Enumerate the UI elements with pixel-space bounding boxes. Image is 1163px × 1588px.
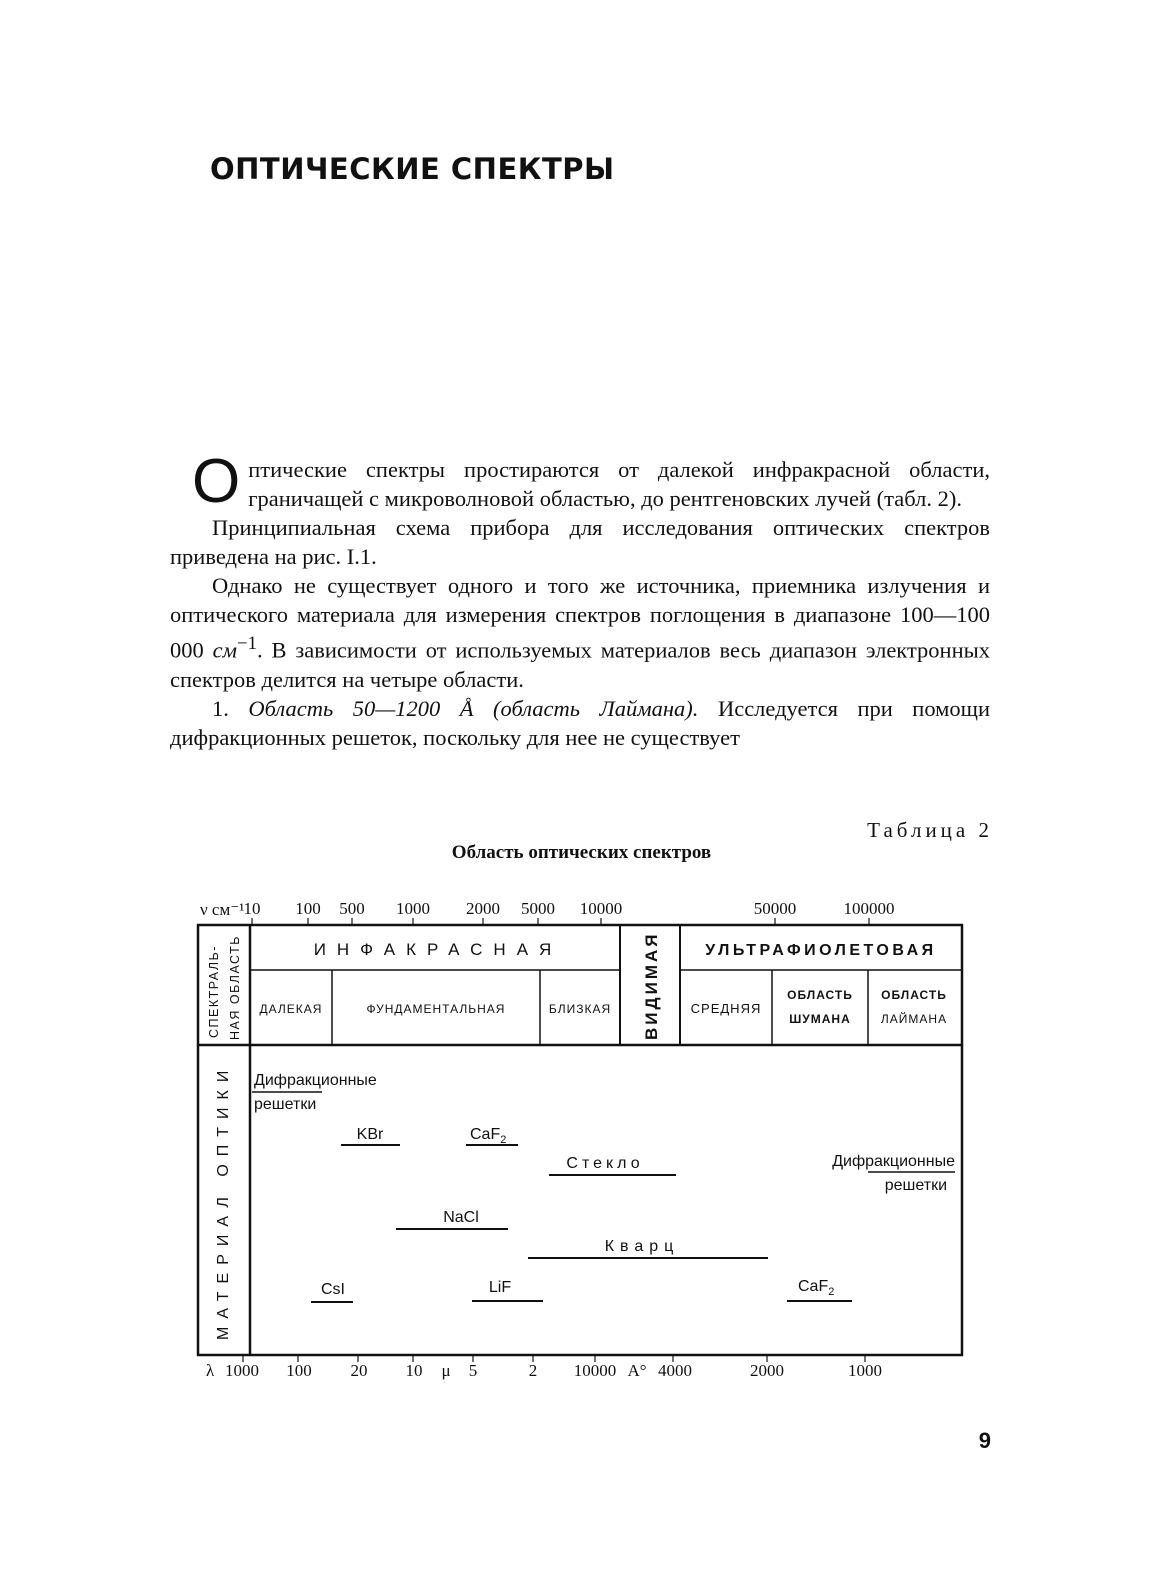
subregion-lyman-2: ЛАЙМАНА [880, 1012, 948, 1026]
top-tick: 5000 [521, 899, 555, 918]
material-kbr: KBr [356, 1126, 384, 1143]
material-caf2-uv [798, 1278, 834, 1298]
paragraph-4-number: 1. [212, 695, 249, 721]
material-caf2-uv-sub: 2 [828, 1286, 835, 1298]
region-infrared: ИНФАКРАСНАЯ [313, 940, 563, 959]
bottom-tick: 10000 [573, 1361, 617, 1380]
material-caf2-ir-sub: 2 [500, 1134, 507, 1146]
bottom-tick: 2 [528, 1361, 538, 1380]
paragraph-3-exponent: −1 [237, 633, 257, 654]
subregion-schumann-1: ОБЛАСТЬ [787, 988, 853, 1002]
paragraph-3-text-b: . В зависимости от используемых материалов весь диапазон электронных спектров делится на четыре области. [170, 637, 990, 692]
top-tick: 1000 [396, 899, 430, 918]
material-gratings-uv-line2: решетки [884, 1177, 947, 1194]
material-gratings-uv-line1: Дифракционные [832, 1153, 955, 1170]
top-tick: 100 [295, 899, 321, 918]
material-caf2-ir-base: CaF [470, 1126, 501, 1143]
paragraph-1-text: птические спектры простираются от далекой инфракрасной области, граничащей с микроволновой областью, до рентгеновских лучей (табл. 2). [248, 457, 990, 511]
table-label: Таблица 2 [867, 818, 993, 842]
top-axis [200, 899, 895, 925]
material-nacl: NaCl [443, 1209, 479, 1226]
subregion-lyman-1: ОБЛАСТЬ [881, 988, 947, 1002]
paragraph-4-italic: Область 50—1200 Å (область Лаймана). [248, 695, 699, 721]
material-glass: Стекло [566, 1155, 644, 1172]
row-headers [207, 935, 242, 1340]
paragraph-2: Принципиальная схема прибора для исследования оптических спектров приведена на рис. I.1. [170, 515, 990, 569]
bottom-tick: 10 [405, 1361, 423, 1380]
material-gratings-ir-line2: решетки [254, 1096, 317, 1113]
bottom-tick: 2000 [750, 1361, 784, 1380]
materials [252, 1072, 955, 1302]
subregion-near: БЛИЗКАЯ [548, 1002, 612, 1016]
subregion-middle: СРЕДНЯЯ [690, 1001, 762, 1016]
bottom-tick: 4000 [658, 1361, 692, 1380]
drop-cap: О [192, 447, 241, 516]
subregions [260, 988, 948, 1026]
table-caption: Область оптических спектров [451, 842, 712, 863]
bottom-tick-unit-angstrom: A° [627, 1361, 647, 1380]
bottom-tick-unit-micron: μ [441, 1361, 451, 1380]
spectral-header-line1: СПЕКТРАЛЬ- [207, 945, 221, 1038]
material-caf2-ir [470, 1126, 506, 1146]
region-ultraviolet: УЛЬТРАФИОЛЕТОВАЯ [705, 942, 937, 959]
bottom-tick: 100 [286, 1361, 312, 1380]
bottom-tick: 1000 [848, 1361, 882, 1380]
bottom-tick: 20 [350, 1361, 368, 1380]
material-gratings-ir-line1: Дифракционные [254, 1072, 377, 1089]
top-tick: 10000 [579, 899, 623, 918]
material-lif: LiF [488, 1279, 512, 1296]
page-number: 9 [978, 1428, 991, 1453]
top-tick: 50000 [753, 899, 797, 918]
paragraph-3-text-a: Однако не существует одного и того же источника, приемника излучения и оптического материала для измерения спектров поглощения в диапазоне 100—100 000 [170, 573, 990, 663]
top-tick: 100000 [843, 899, 895, 918]
paragraph-4-text: Исследуется при помощи дифракционных решеток, поскольку для нее не существует [170, 695, 991, 750]
subregion-schumann-2: ШУМАНА [789, 1012, 851, 1026]
top-tick: 10 [243, 899, 261, 918]
material-csi: CsI [321, 1281, 345, 1298]
materials-header: МАТЕРИАЛ ОПТИКИ [215, 1062, 232, 1340]
bottom-axis [206, 1355, 882, 1380]
chapter-title: ОПТИЧЕСКИЕ СПЕКТРЫ [210, 152, 615, 186]
spectral-header-line2: НАЯ ОБЛАСТЬ [228, 934, 242, 1040]
top-axis-symbol: ν см⁻¹ [200, 900, 245, 919]
subregion-far: ДАЛЕКАЯ [259, 1002, 323, 1016]
subregion-fundamental: ФУНДАМЕНТАЛЬНАЯ [366, 1002, 506, 1016]
bottom-tick: 1000 [225, 1361, 259, 1380]
material-caf2-uv-base: CaF [798, 1278, 829, 1295]
material-quartz: Кварц [604, 1238, 680, 1255]
bottom-axis-symbol: λ [206, 1361, 215, 1380]
paragraph-3-unit: см [212, 637, 237, 663]
bottom-tick: 5 [468, 1361, 478, 1380]
top-tick: 2000 [466, 899, 500, 918]
top-tick: 500 [339, 899, 365, 918]
region-visible: ВИДИМАЯ [642, 931, 661, 1040]
